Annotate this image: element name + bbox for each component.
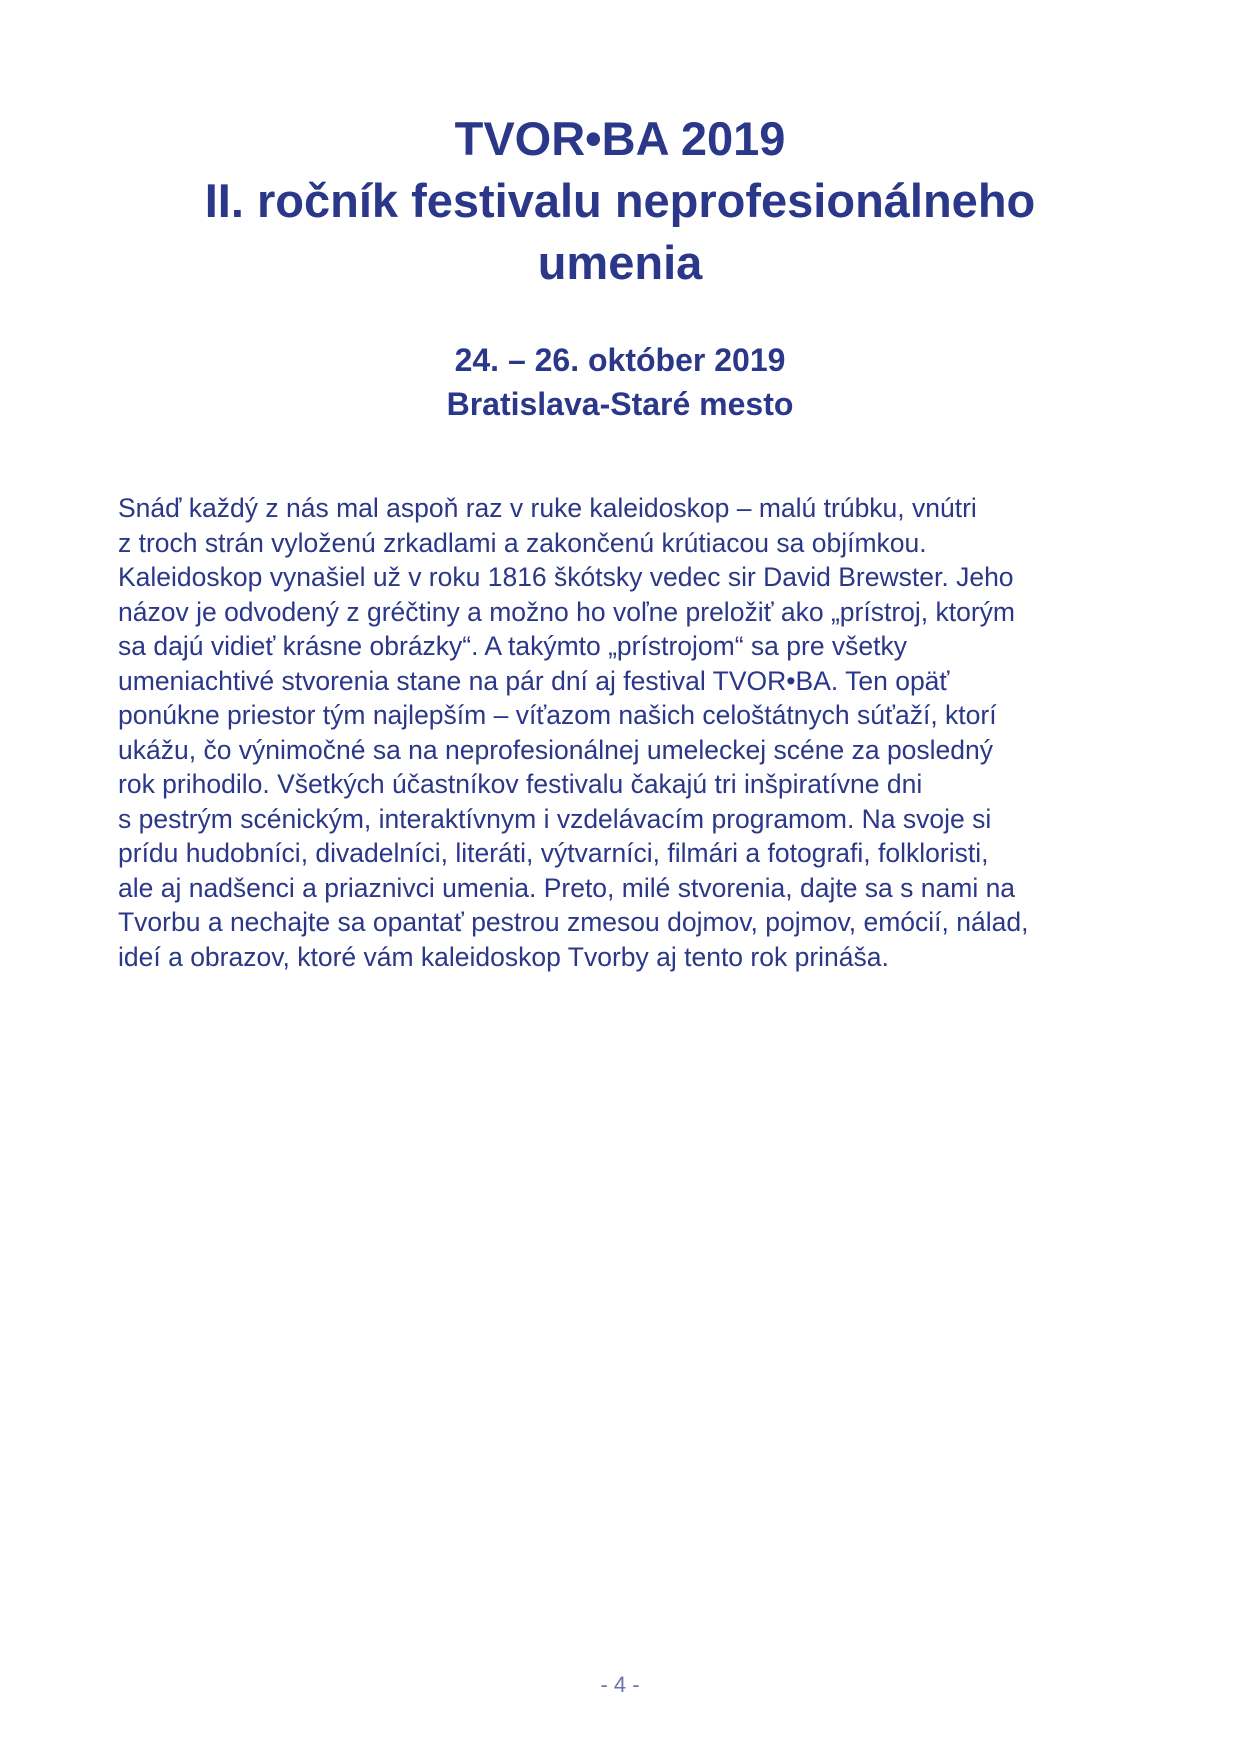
event-dates: 24. – 26. október 2019 [454,342,786,378]
paragraph-line: Snáď každý z nás mal aspoň raz v ruke kaleidoskop – malú trúbku, vnútri [118,493,977,523]
event-info [120,338,1120,426]
event-location: Bratislava-Staré mesto [446,386,794,422]
title-line-continued: umenia [537,236,703,289]
paragraph-line: ideí a obrazov, ktoré vám kaleidoskop Tvorby aj tento rok prináša. [118,941,889,972]
paragraph-line: rok prihodilo. Všetkých účastníkov festivalu čakajú tri inšpiratívne dni [118,769,923,799]
paragraph-line: ukážu, čo výnimočné sa na neprofesionálnej umeleckej scéne za posledný [118,734,994,765]
page-number: - 4 - [600,1672,640,1697]
title-line-festival-name: TVOR•BA 2019 [454,112,786,165]
page-title [120,108,1120,294]
paragraph-line: ponúkne priestor tým najlepším – víťazom našich celoštátnych súťaží, ktorí [118,700,997,730]
body-paragraph [118,491,1138,974]
paragraph-line: z troch strán vyloženú zrkadlami a zakončenú krútiacou sa objímkou. [118,527,927,558]
paragraph-line: sa dajú vidieť krásne obrázky“. A takýmto „prístrojom“ sa pre všetky [118,631,908,661]
paragraph-line: názov je odvodený z gréčtiny a možno ho voľne preložiť ako „prístroj, ktorým [118,596,1016,627]
paragraph-line: Kaleidoskop vynašiel už v roku 1816 škótsky vedec sir David Brewster. Jeho [118,562,1014,592]
paragraph-line: Tvorbu a nechajte sa opantať pestrou zmesou dojmov, pojmov, emócií, nálad, [118,907,1029,937]
paragraph-line: umeniachtivé stvorenia stane na pár dní aj festival TVOR•BA. Ten opäť [118,665,950,696]
paragraph-line: prídu hudobníci, divadelníci, literáti, výtvarníci, filmári a fotografi, folkloristi, [118,838,989,868]
paragraph-line: ale aj nadšenci a priaznivci umenia. Preto, milé stvorenia, dajte sa s nami na [118,872,1016,903]
paragraph-line: s pestrým scénickým, interaktívnym i vzdelávacím programom. Na svoje si [118,803,992,834]
title-line-edition: II. ročník festivalu neprofesionálneho [204,174,1036,227]
